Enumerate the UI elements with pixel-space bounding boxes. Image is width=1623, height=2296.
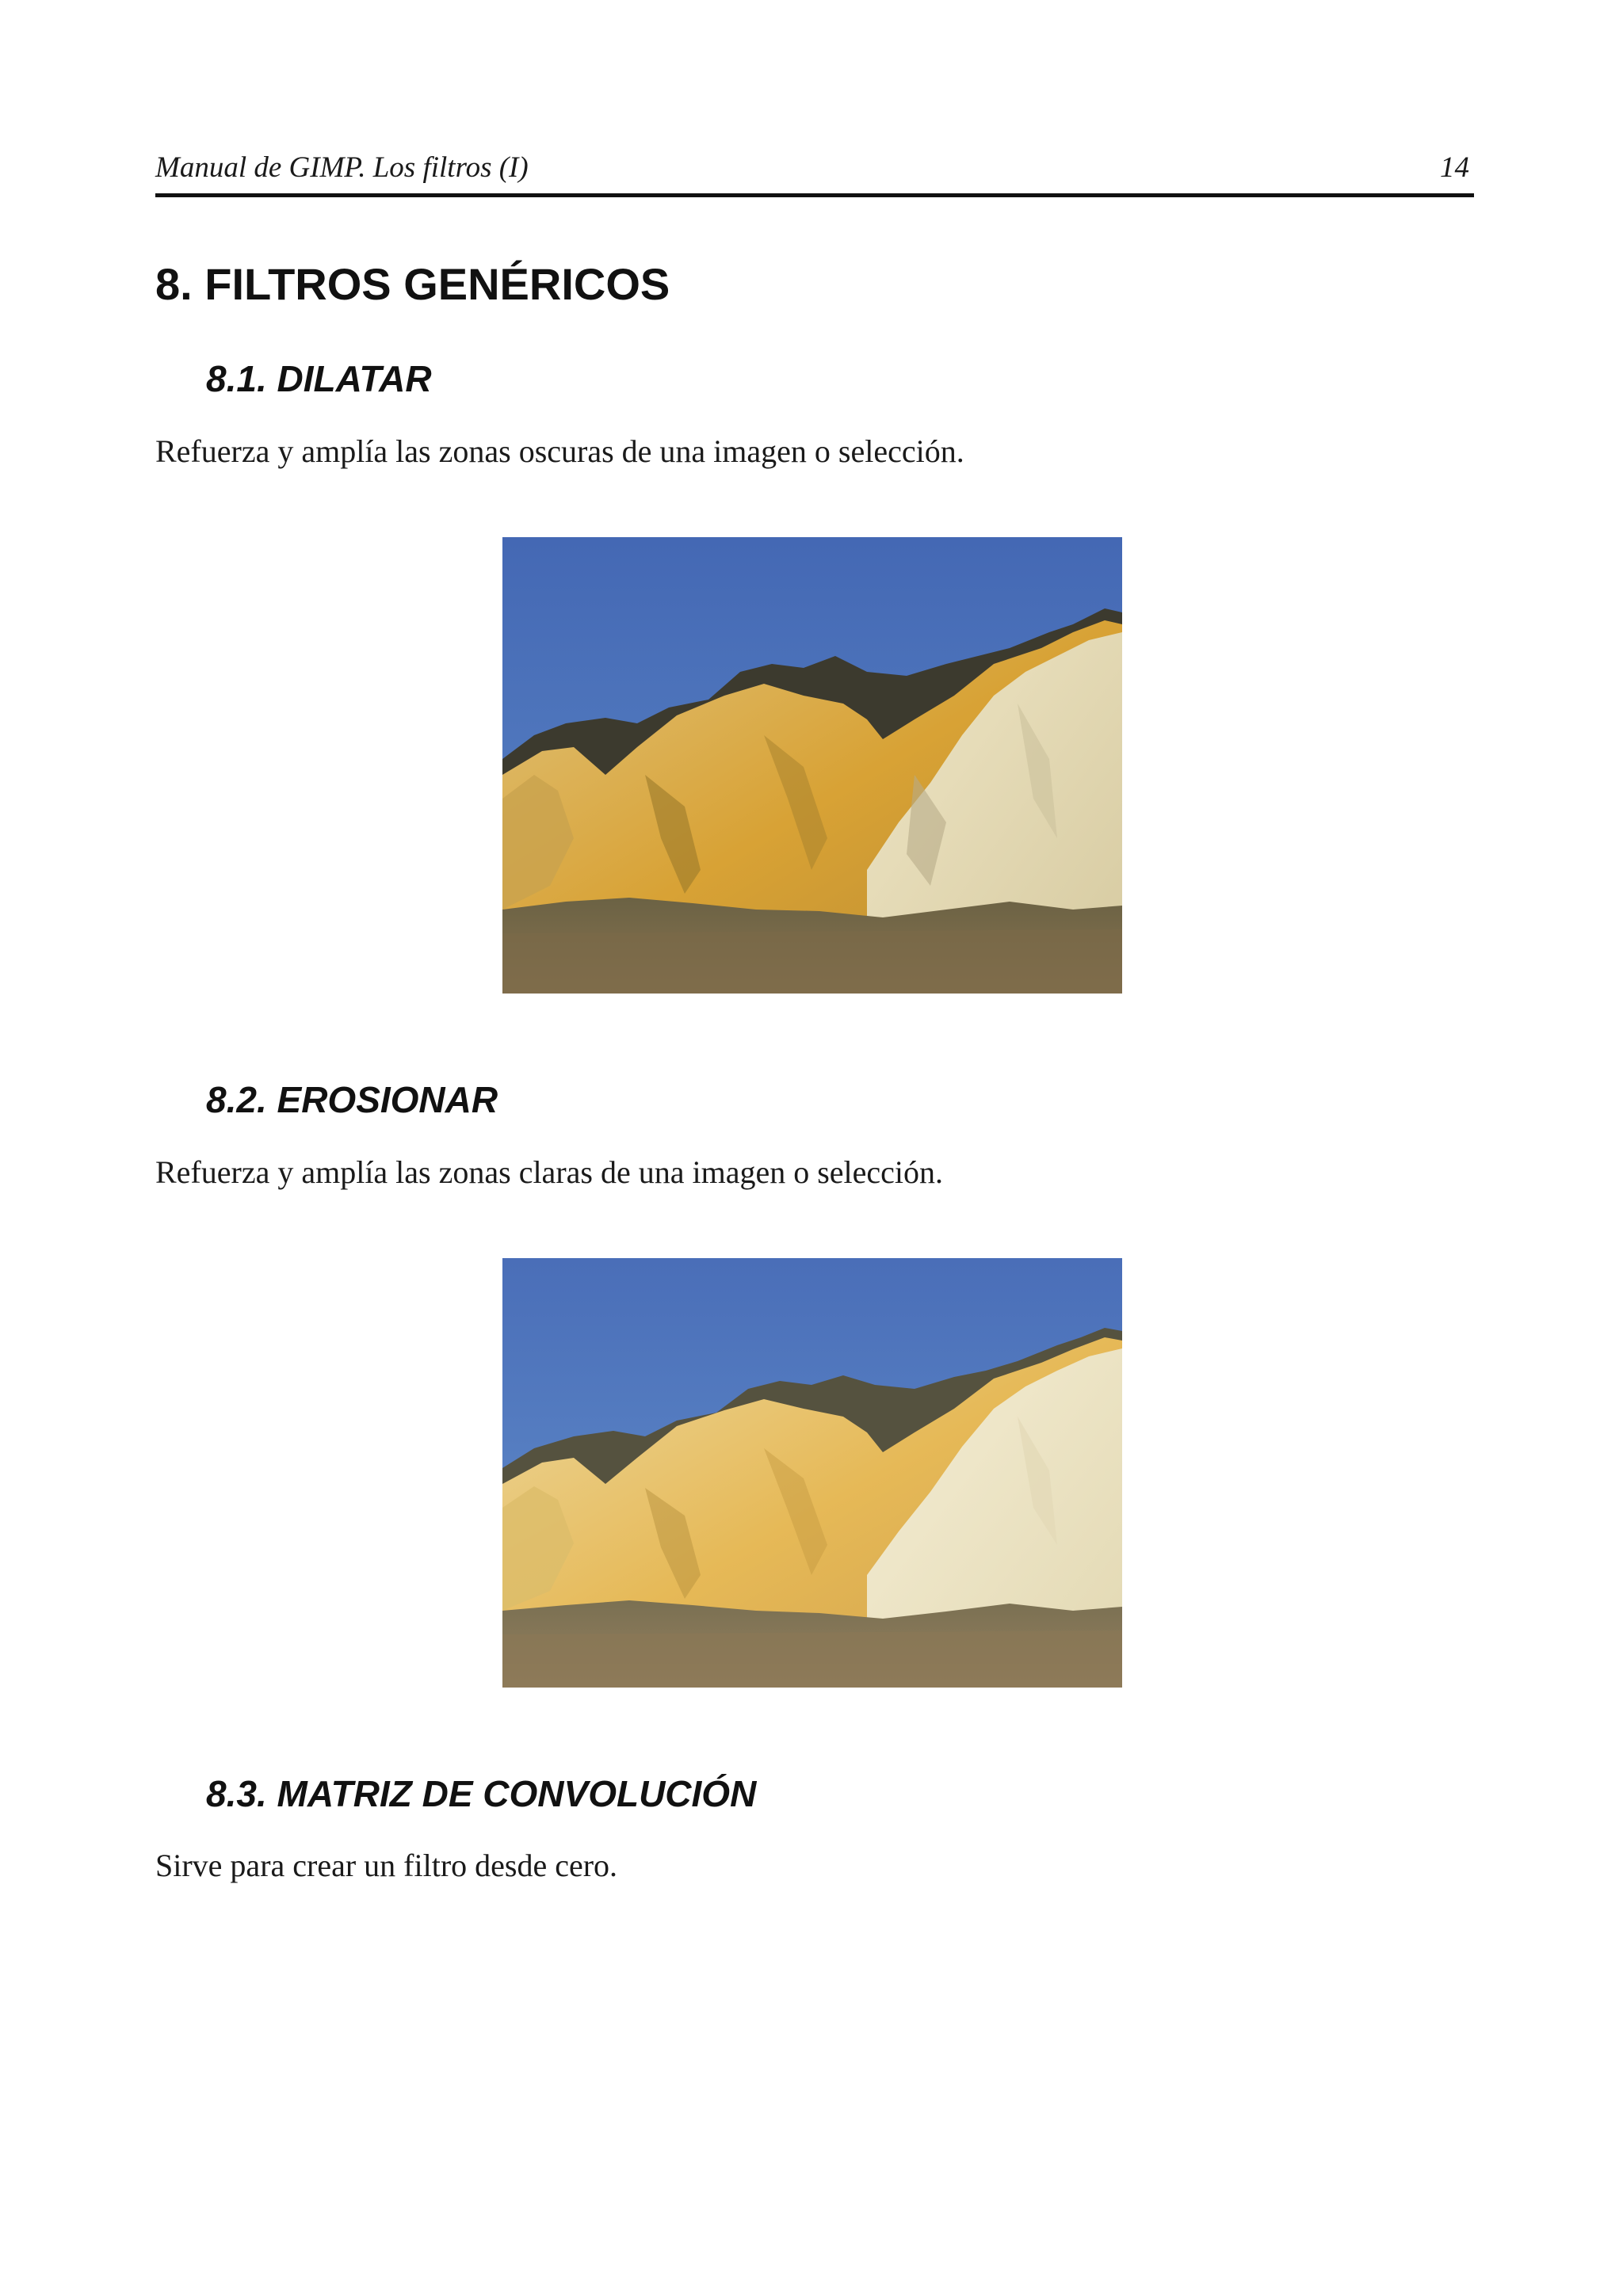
cliff-photo-dilated-graphic [502,537,1122,994]
cliff-photo-dilated [502,537,1122,994]
cliff-photo-eroded-graphic [502,1258,1122,1688]
section-heading-matriz-convolucion: 8.3. MATRIZ DE CONVOLUCIÓN [206,1773,757,1814]
section-text-erosionar: Refuerza y amplía las zonas claras de una imagen o selección. [155,1154,944,1190]
section-text-matriz-convolucion: Sirve para crear un filtro desde cero. [155,1848,618,1883]
section-heading-dilatar: 8.1. DILATAR [206,358,432,399]
cliff-photo-eroded [502,1258,1122,1688]
page-header [155,151,1474,197]
chapter-title: 8. FILTROS GENÉRICOS [155,259,670,309]
page-number: 14 [1440,151,1469,184]
section-heading-erosionar: 8.2. EROSIONAR [206,1079,498,1120]
header-title: Manual de GIMP. Los filtros (I) [155,151,529,184]
section-text-dilatar: Refuerza y amplía las zonas oscuras de una imagen o selección. [155,433,964,469]
